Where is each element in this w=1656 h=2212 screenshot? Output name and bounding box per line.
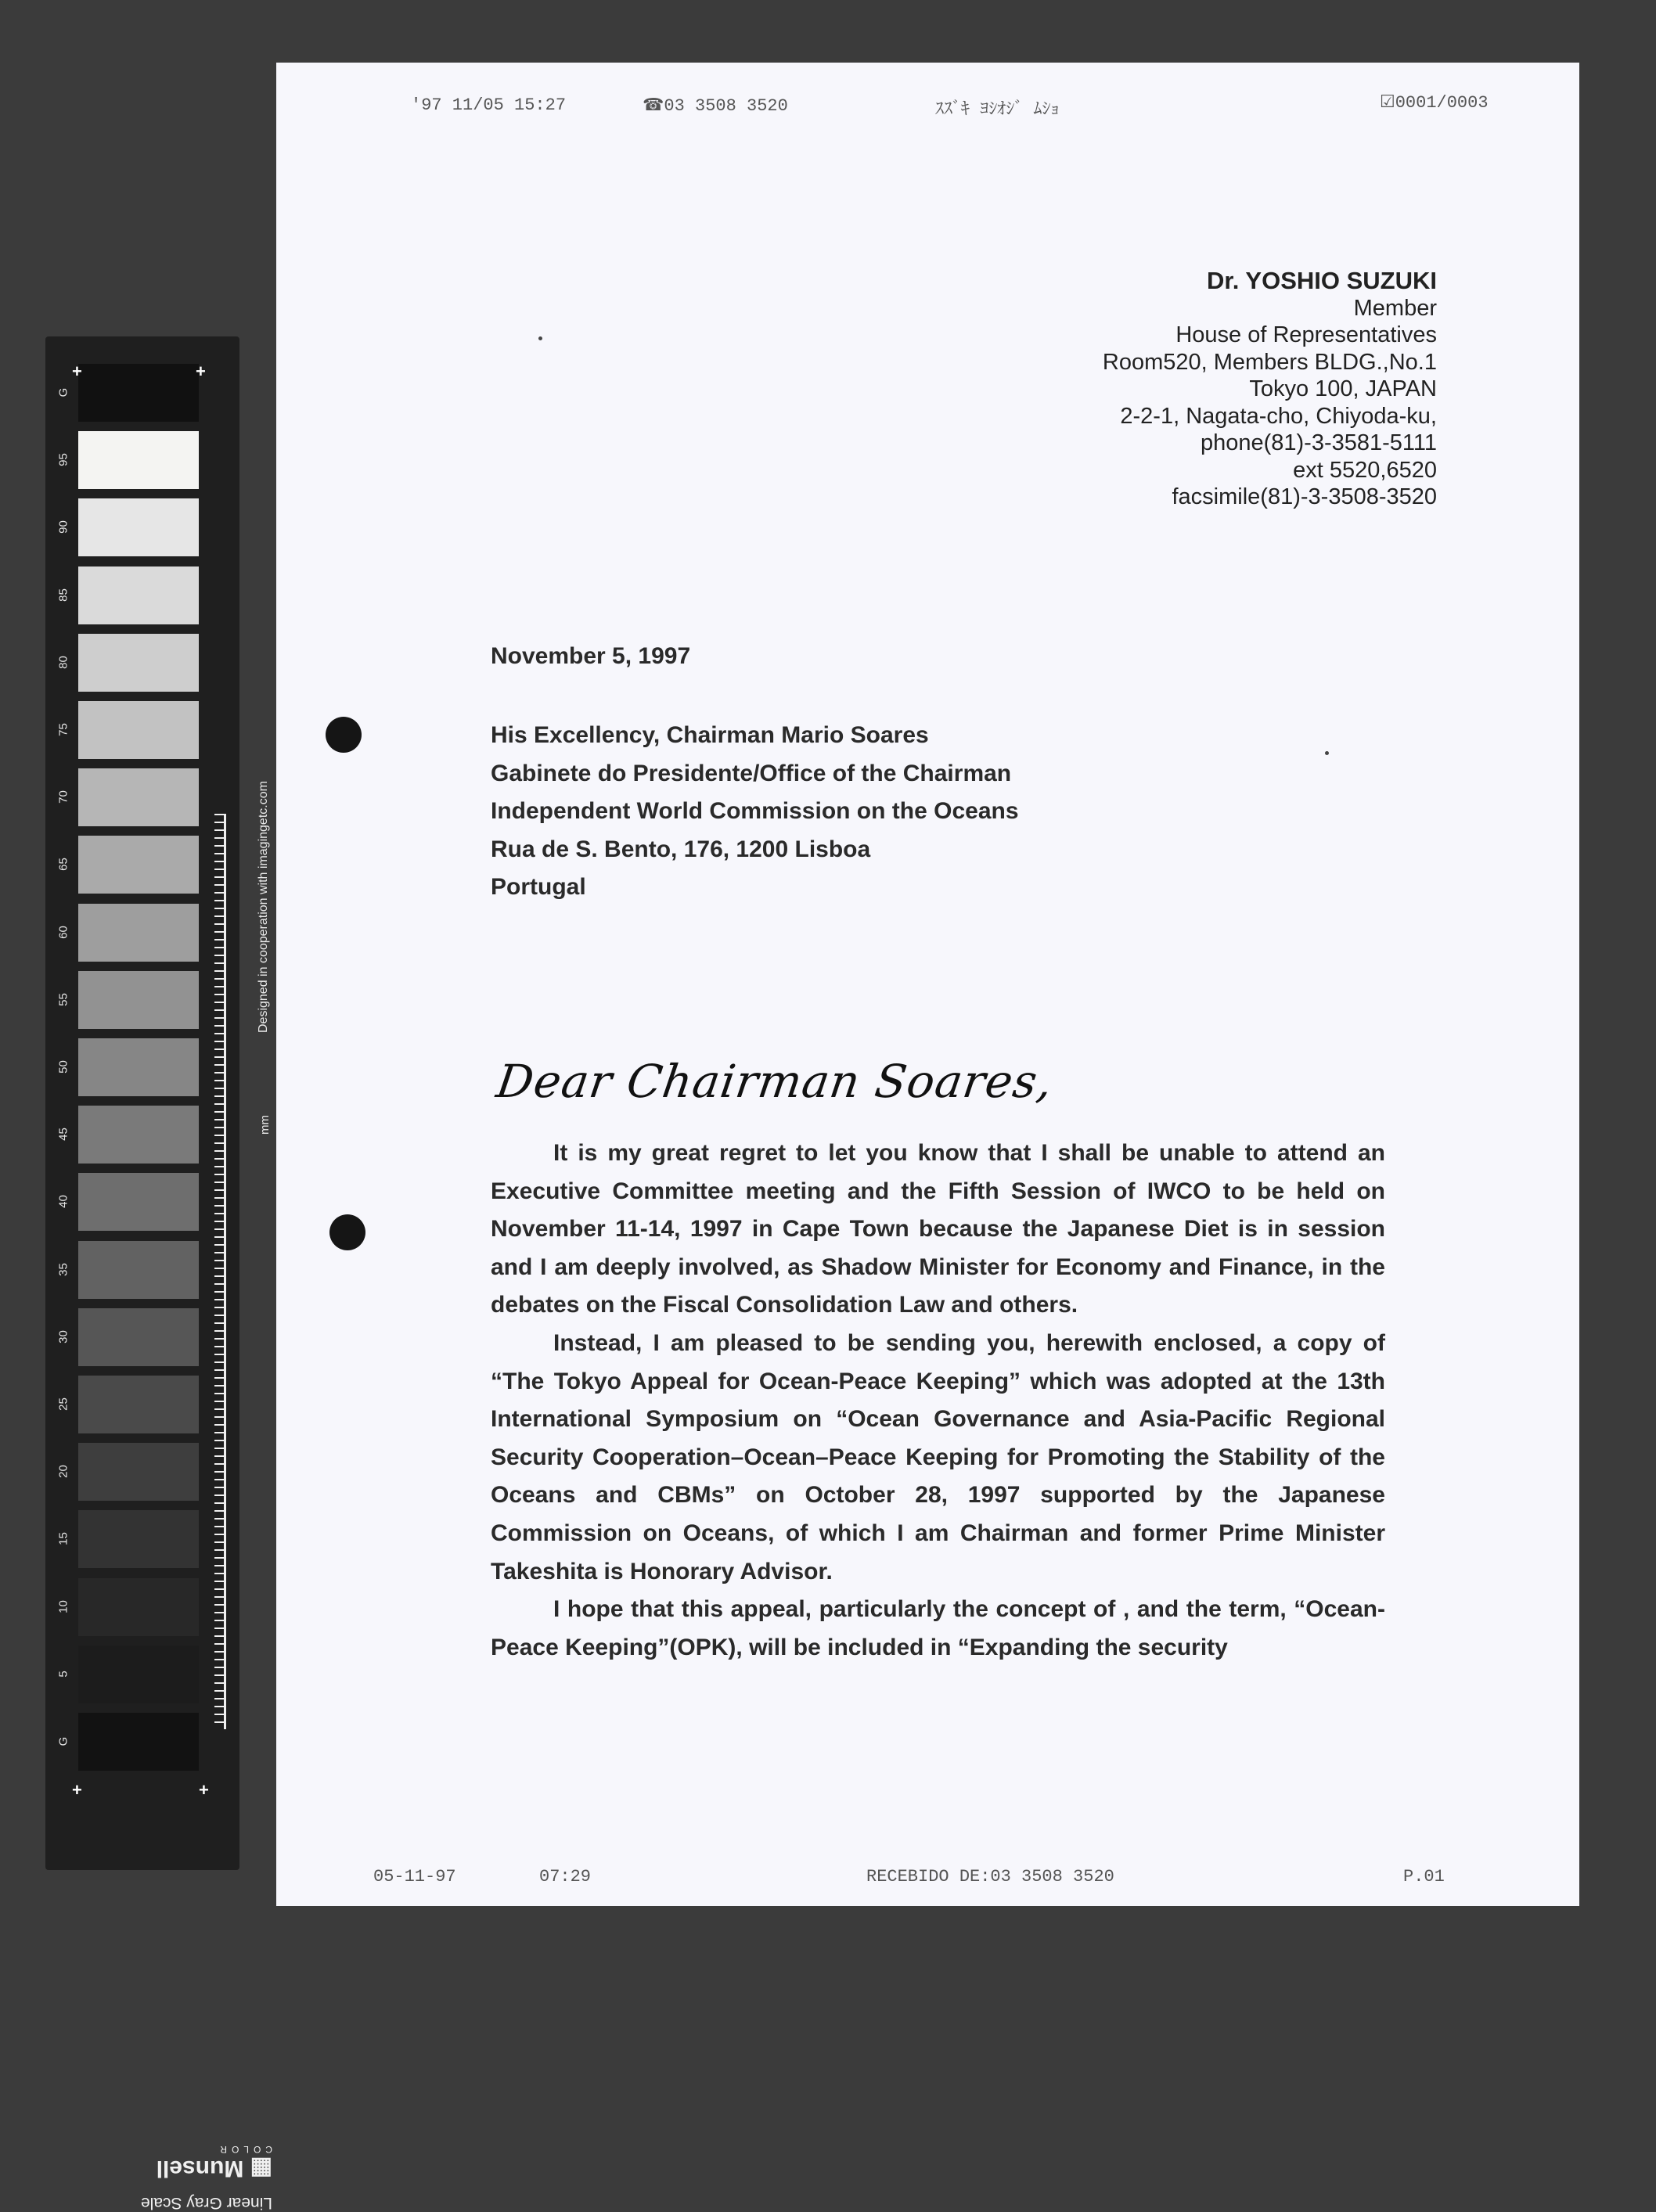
registration-mark: + — [72, 361, 82, 381]
letterhead — [889, 268, 1437, 511]
gray-swatch — [78, 1241, 199, 1299]
gray-scale-label: 10 — [56, 1599, 70, 1613]
gray-scale-label: 30 — [56, 1329, 70, 1343]
recipient-line: Gabinete do Presidente/Office of the Chairman — [491, 760, 1012, 786]
paragraph: It is my great regret to let you know that I shall be unable to attend an Executive Committee meeting and the Fifth Session of IWCO to be held on November 11-14, 1997 in Cape Town because the Japanese Diet is in session and I am deeply involved, as Shadow Minister for Economy and Finance, in the debates on the Fiscal Consolidation Law and others. — [491, 1140, 1385, 1318]
gray-scale-label: 40 — [56, 1195, 70, 1209]
letterhead-line: Tokyo 100, JAPAN — [1249, 376, 1437, 401]
munsell-brand: Munsell — [156, 2156, 244, 2181]
letterhead-line: facsimile(81)-3-3508-3520 — [1172, 484, 1437, 509]
gray-scale-label: 65 — [56, 858, 70, 872]
gray-scale-label: G — [56, 387, 70, 397]
gray-swatch — [78, 1713, 199, 1771]
fax-footer-received: RECEBIDO DE:03 3508 3520 — [866, 1867, 1114, 1886]
gray-swatch — [78, 701, 199, 759]
punch-hole — [329, 1214, 365, 1250]
gray-swatch — [78, 1376, 199, 1433]
registration-mark: + — [196, 361, 206, 381]
ruler-unit: mm — [258, 1115, 272, 1135]
gray-scale-label: 60 — [56, 925, 70, 939]
fax-footer-time: 07:29 — [539, 1867, 592, 1886]
gray-swatch — [78, 1646, 199, 1703]
gray-swatch — [78, 904, 199, 962]
fax-header-sender: ｽｽﾞｷ ﾖｼｵｼﾞ ﾑｼｮ — [935, 100, 1060, 120]
recipient-line: Portugal — [491, 874, 586, 900]
letterhead-line: Room520, Members BLDG.,No.1 — [1102, 349, 1437, 375]
gray-swatch — [78, 1106, 199, 1164]
gray-scale-label: 45 — [56, 1128, 70, 1142]
punch-hole — [326, 717, 362, 753]
gray-scale-label: 35 — [56, 1262, 70, 1276]
fax-header-datetime: '97 11/05 15:27 — [411, 95, 567, 115]
recipient-address — [491, 717, 1019, 907]
registration-mark: + — [72, 1780, 82, 1800]
gray-swatch — [78, 634, 199, 692]
gray-scale-label: 50 — [56, 1060, 70, 1074]
gray-swatch — [78, 1308, 199, 1366]
gray-swatch — [78, 1038, 199, 1096]
fax-page — [276, 63, 1579, 1906]
recipient-line: Independent World Commission on the Oceans — [491, 798, 1019, 824]
paragraph: I hope that this appeal, particularly the concept of , and the term, “Ocean-Peace Keeping”(OPK), will be included in “Expanding the security — [491, 1596, 1385, 1660]
gray-scale-label: 5 — [56, 1671, 70, 1678]
gray-scale-label: 95 — [56, 453, 70, 467]
letterhead-line: ext 5520,6520 — [1293, 457, 1437, 483]
fax-footer-page: P.01 — [1403, 1867, 1445, 1886]
gray-scale-credit: Designed in cooperation with imagingetc.com — [257, 781, 270, 1033]
munsell-logo: ▦ Munsell — [156, 2156, 272, 2181]
gray-scale-label: 20 — [56, 1465, 70, 1479]
gray-swatch — [78, 1578, 199, 1636]
fax-header-pages: ☑0001/0003 — [1380, 93, 1489, 113]
recipient-line: His Excellency, Chairman Mario Soares — [491, 722, 929, 748]
gray-swatch — [78, 364, 199, 422]
gray-swatch — [78, 431, 199, 489]
fax-footer-date: 05-11-97 — [373, 1867, 456, 1886]
gray-scale-label — [116, 2144, 272, 2212]
munsell-color: COLOR — [215, 2144, 272, 2155]
gray-scale-label: 75 — [56, 723, 70, 736]
gray-scale-label: 25 — [56, 1397, 70, 1411]
gray-swatch — [78, 498, 199, 556]
gray-scale-strip — [45, 336, 272, 2212]
sender-name: Dr. YOSHIO SUZUKI — [1207, 267, 1437, 294]
gray-scale-label: 15 — [56, 1532, 70, 1546]
gray-swatch — [78, 1173, 199, 1231]
letterhead-line: phone(81)-3-3581-5111 — [1200, 430, 1437, 455]
speck — [538, 336, 542, 340]
gray-swatch — [78, 566, 199, 624]
registration-mark: + — [199, 1780, 209, 1800]
gray-swatch — [78, 1510, 199, 1568]
recipient-line: Rua de S. Bento, 176, 1200 Lisboa — [491, 836, 871, 862]
gray-scale-label: 70 — [56, 790, 70, 804]
gray-scale-label: 55 — [56, 992, 70, 1006]
gray-swatch — [78, 836, 199, 894]
letter-body — [491, 1135, 1385, 1667]
gray-scale-label: 90 — [56, 520, 70, 534]
gray-swatch — [78, 1443, 199, 1501]
mm-ruler — [214, 814, 225, 1729]
letterhead-line: Member — [1353, 295, 1437, 321]
fax-header-phone: ☎03 3508 3520 — [643, 96, 788, 116]
gray-swatch — [78, 768, 199, 826]
gray-scale-label: 80 — [56, 655, 70, 669]
letter-date: November 5, 1997 — [491, 643, 691, 669]
speck — [1325, 751, 1329, 755]
letterhead-line: House of Representatives — [1175, 322, 1437, 347]
paragraph: Instead, I am pleased to be sending you, herewith enclosed, a copy of “The Tokyo Appeal for Ocean-Peace Keeping” which was adopted at the 13th International Symposium on “Ocean Governance and Asia-Pacific Regional Security Cooperation–Ocean–Peace Keeping for Promoting the Stability of the Oceans and CBMs” on October 28, 1997 supported by the Japanese Commission on Oceans, of which I am Chairman and former Prime Minister Takeshita is Honorary Advisor. — [491, 1329, 1385, 1584]
gray-scale-label: 85 — [56, 588, 70, 602]
handwritten-salutation: Dear Chairman Soares, — [493, 1055, 1057, 1108]
letterhead-line: 2-2-1, Nagata-cho, Chiyoda-ku, — [1120, 403, 1437, 429]
gray-scale-label: G — [56, 1736, 70, 1746]
gray-swatch — [78, 971, 199, 1029]
gray-scale-title: Linear Gray Scale — [140, 2194, 272, 2212]
